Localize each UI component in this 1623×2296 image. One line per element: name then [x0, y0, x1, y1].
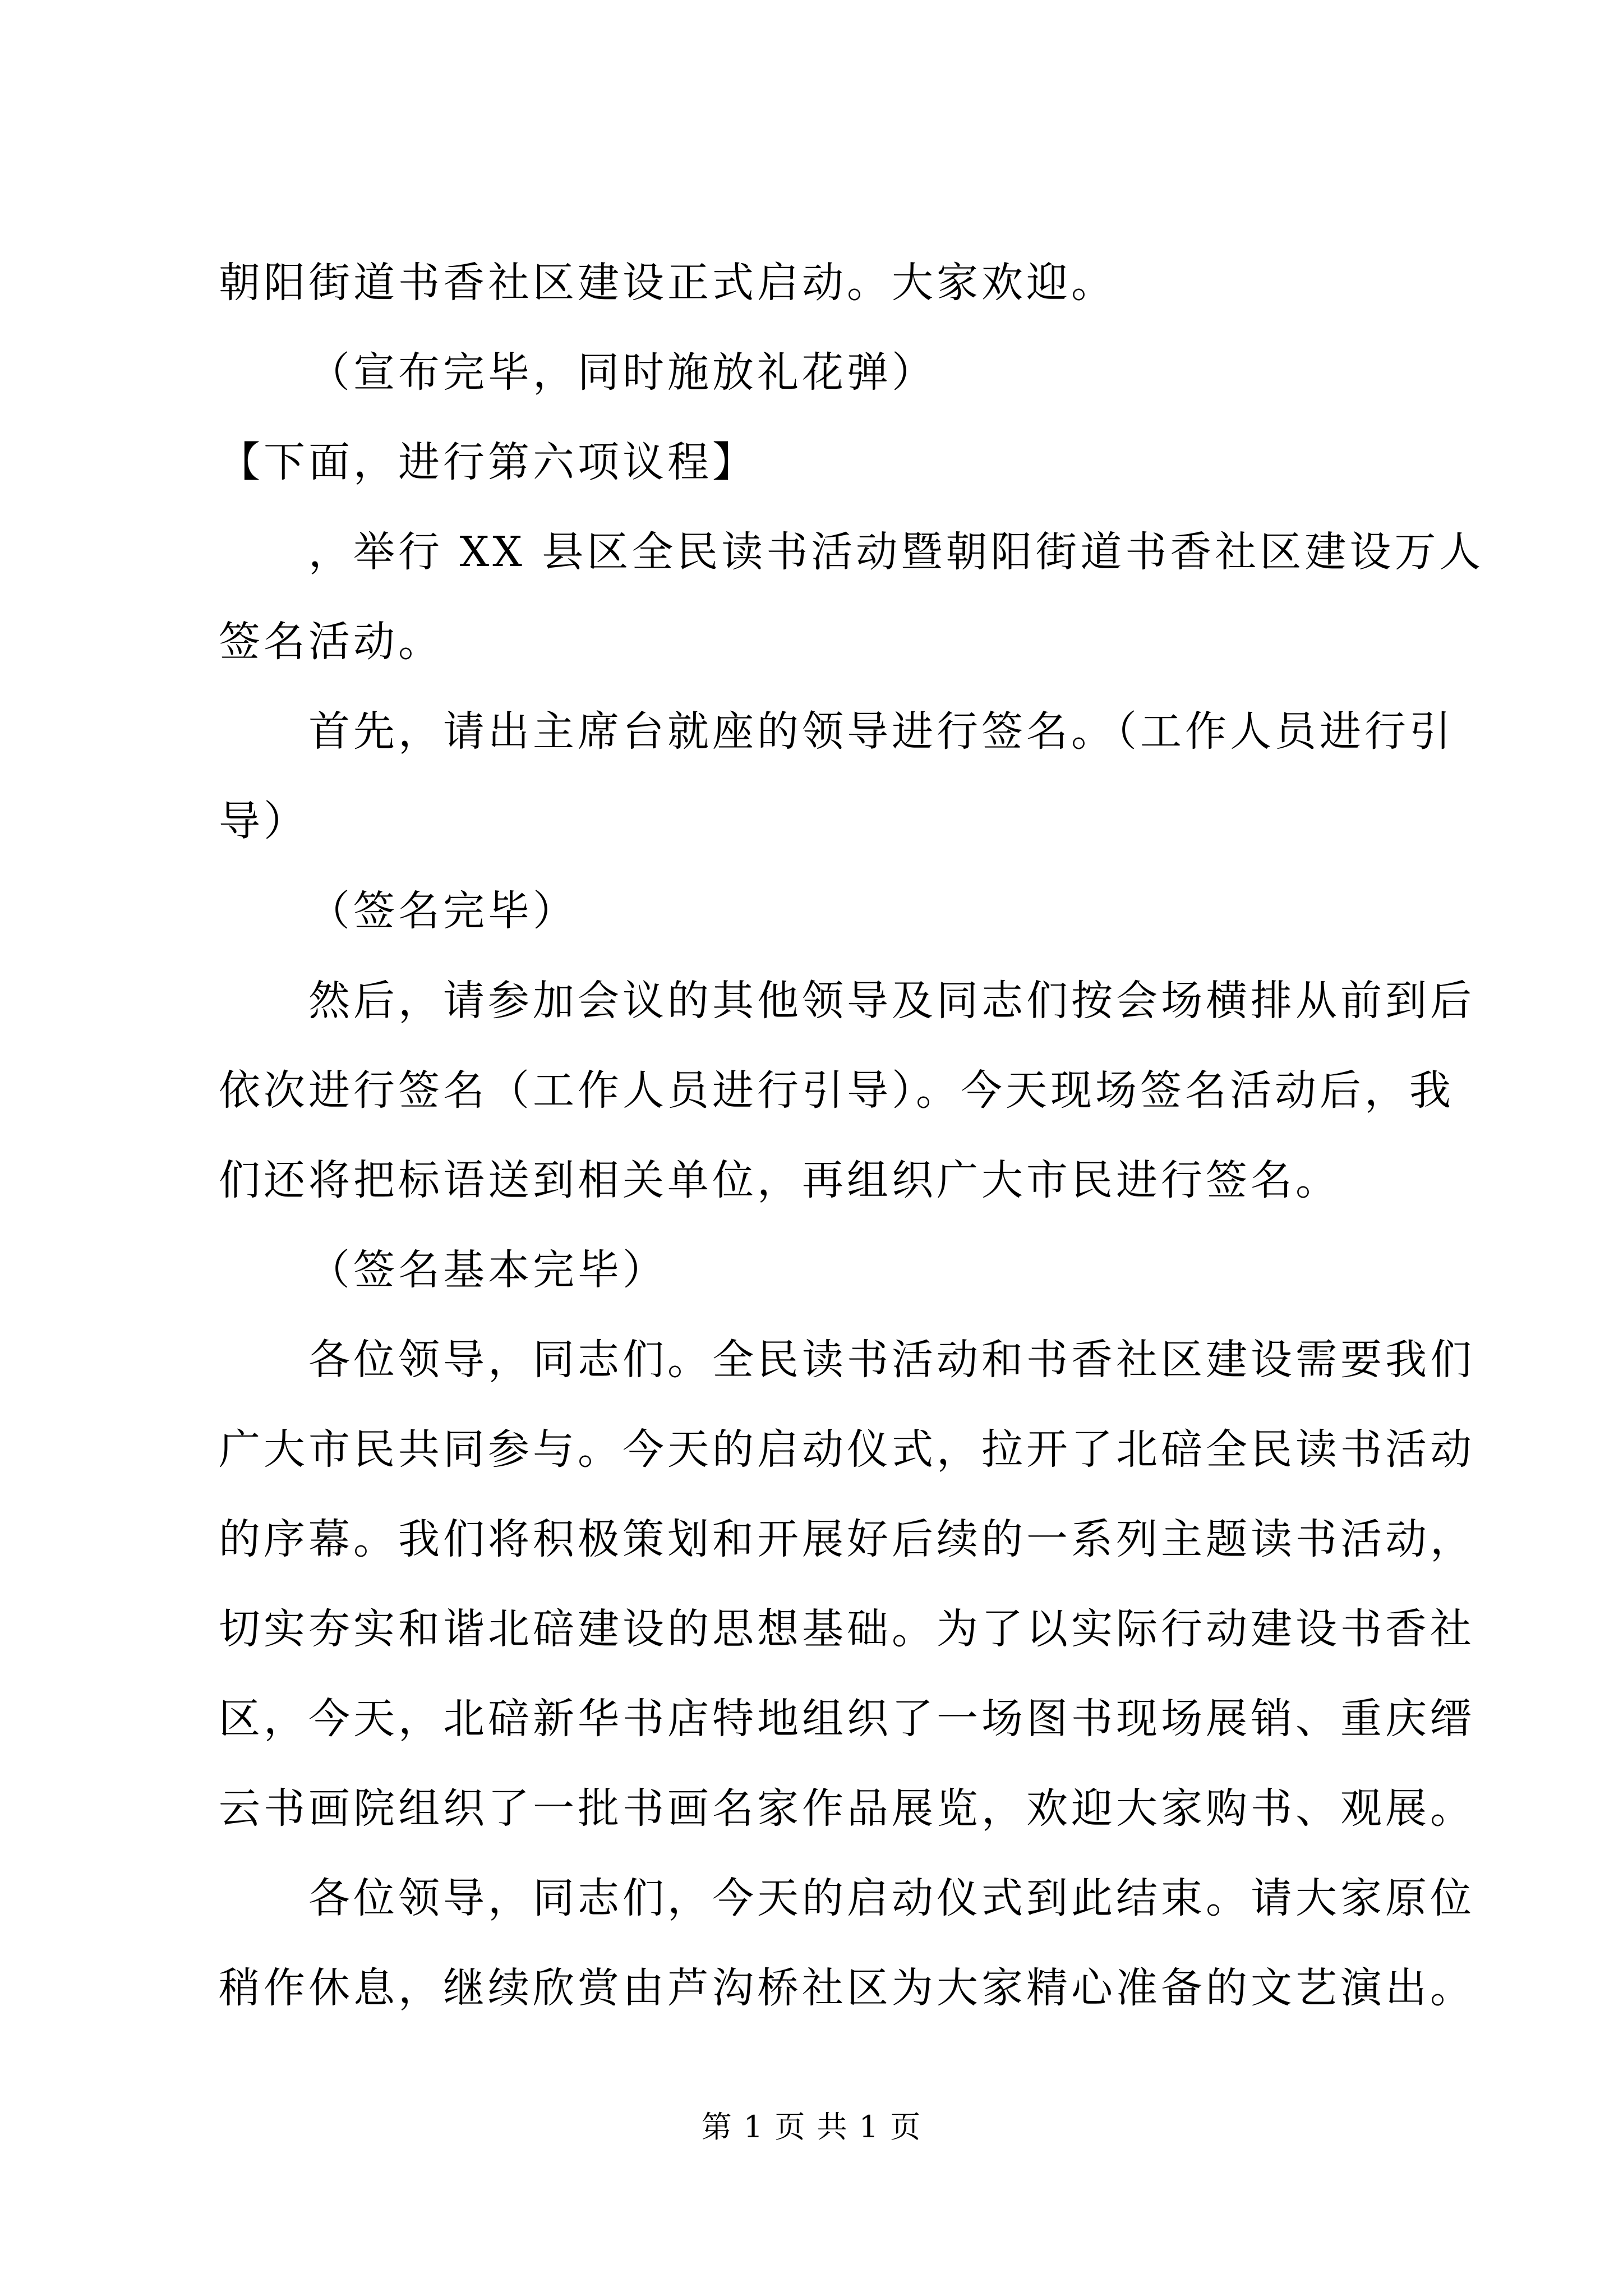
paragraph-line: 切实夯实和谐北碚建设的思想基础。为了以实际行动建设书香社	[219, 1605, 1475, 1653]
paragraph-line: 各位领导，同志们。全民读书活动和书香社区建设需要我们	[308, 1336, 1475, 1384]
paragraph-line: （签名完毕）	[308, 887, 578, 935]
page-footer	[0, 2109, 1623, 2145]
paragraph-line: 区，今天，北碚新华书店特地组织了一场图书现场展销、重庆缙	[219, 1695, 1475, 1743]
paragraph-line: 稍作休息，继续欣赏由芦沟桥社区为大家精心准备的文艺演出。	[219, 1964, 1475, 2012]
paragraph-line: 首先，请出主席台就座的领导进行签名。（工作人员进行引	[308, 707, 1454, 756]
paragraph-line: 【下面，进行第六项议程】	[219, 438, 757, 486]
paragraph-line: 各位领导，同志们，今天的启动仪式到此结束。请大家原位	[308, 1874, 1475, 1922]
paragraph-line: 们还将把标语送到相关单位，再组织广大市民进行签名。	[219, 1156, 1340, 1204]
document-body	[219, 258, 1484, 2053]
paragraph-line: 朝阳街道书香社区建设正式启动。大家欢迎。	[219, 259, 1116, 307]
page-number-label: 第 1 页 共 1 页	[701, 2109, 922, 2145]
paragraph-line: 依次进行签名（工作人员进行引导）。今天现场签名活动后，我	[219, 1066, 1454, 1115]
paragraph-line: 的序幕。我们将积极策划和开展好后续的一系列主题读书活动，	[219, 1515, 1475, 1563]
paragraph-line: 导）	[219, 797, 308, 845]
paragraph-line: （签名基本完毕）	[308, 1246, 667, 1294]
paragraph-line: 签名活动。	[219, 618, 443, 666]
paragraph-line: （宣布完毕，同时施放礼花弹）	[308, 348, 937, 397]
paragraph-line: 云书画院组织了一批书画名家作品展览，欢迎大家购书、观展。	[219, 1784, 1475, 1833]
paragraph-line: ，举行 XX 县区全民读书活动暨朝阳街道书香社区建设万人	[308, 528, 1484, 576]
paragraph-line: 广大市民共同参与。今天的启动仪式，拉开了北碚全民读书活动	[219, 1425, 1475, 1474]
paragraph-line: 然后，请参加会议的其他领导及同志们按会场横排从前到后	[308, 977, 1475, 1025]
